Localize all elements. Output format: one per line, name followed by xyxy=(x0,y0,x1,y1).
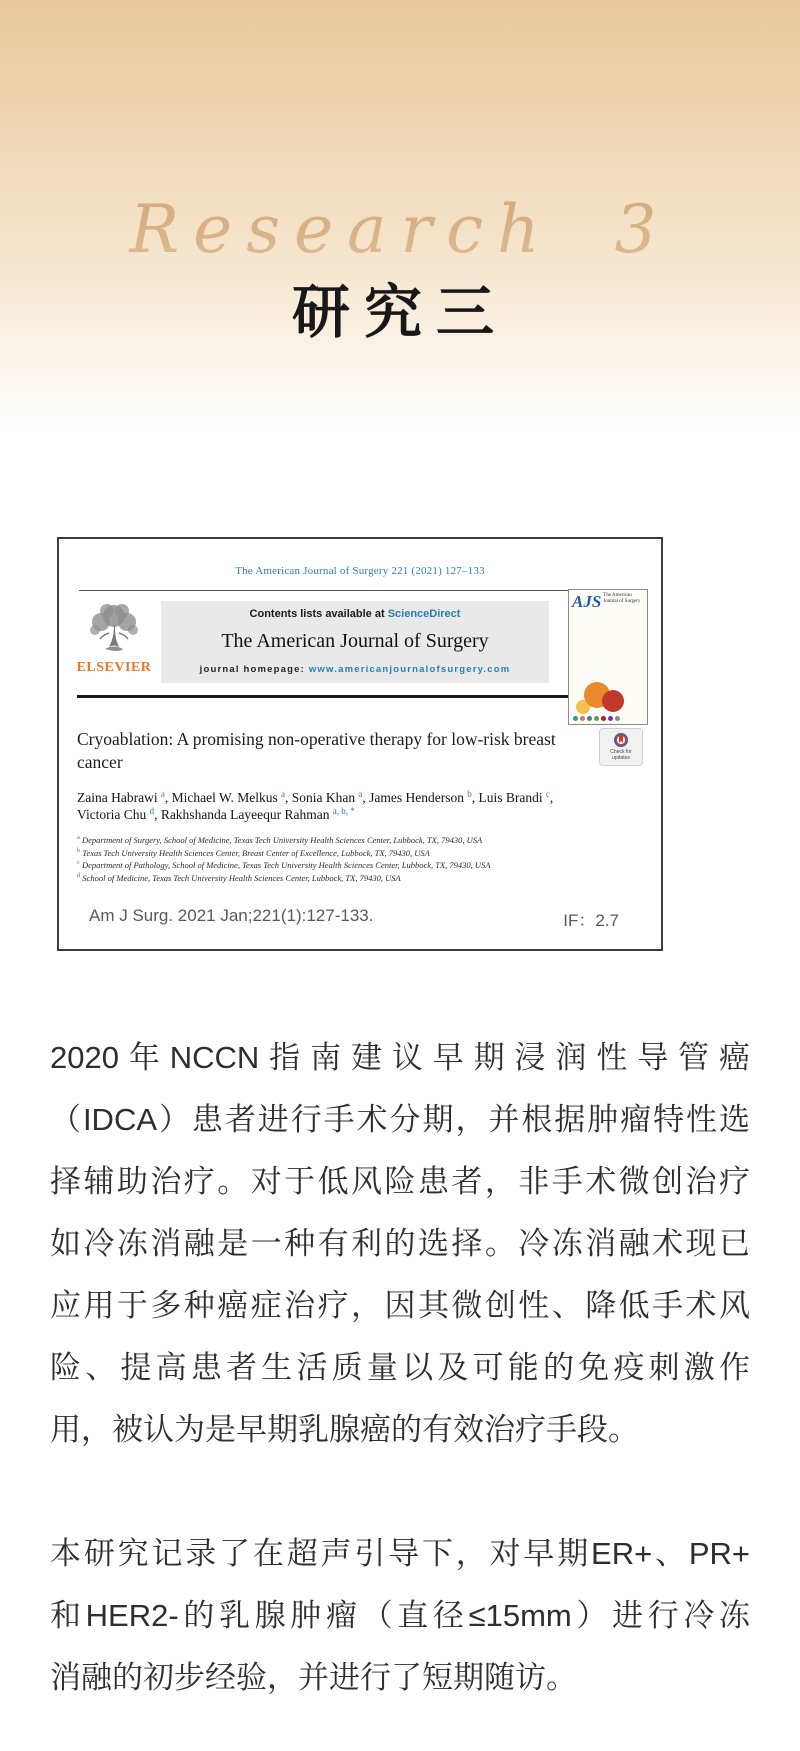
text-line: 如冷冻消融是一种有利的选择。冷冻消融术现已 xyxy=(50,1226,750,1261)
contents-prefix: Contents lists available at xyxy=(249,608,388,620)
cover-art xyxy=(572,611,644,714)
cover-dots xyxy=(572,714,644,721)
homepage-line xyxy=(167,664,543,675)
journal-banner xyxy=(161,601,549,683)
author-affiliation-superscript: a xyxy=(278,788,285,799)
check-for-updates-badge[interactable] xyxy=(599,728,643,766)
paragraph-2 xyxy=(50,1523,750,1709)
text-line: 择辅助治疗。对于低风险患者，非手术微创治疗 xyxy=(50,1164,750,1199)
journal-name: The American Journal of Surgery xyxy=(221,630,489,652)
affiliation: $^b$ Texas Tech University Health Sciences Center, Breast Center of Excellence, Lubbock, TX, 79430, USA xyxy=(77,846,430,858)
authors-line-1: Zaina Habrawi $^a$, Michael W. Melkus $^a$, Sonia Khan $^a$, James Henderson $^b$, Luis Brandi $^c$, xyxy=(77,788,554,805)
elsevier-tree-icon xyxy=(85,603,143,659)
affiliations xyxy=(75,834,645,884)
homepage-prefix: journal homepage: xyxy=(199,664,309,675)
text-line: 消融的初步经验，并进行了短期随访。 xyxy=(50,1660,577,1695)
text-line: 2020年NCCN指南建议早期浸润性导管癌 xyxy=(50,1040,750,1075)
author-affiliation-superscript: d xyxy=(147,805,155,816)
article-title-row xyxy=(75,728,645,774)
elsevier-wordmark: ELSEVIER xyxy=(76,660,152,675)
text-line: （IDCA）患者进行手术分期，并根据肿瘤特性选 xyxy=(50,1102,750,1137)
text-line: 用，被认为是早期乳腺癌的有效治疗手段。 xyxy=(50,1412,639,1447)
affiliation: $^d$ School of Medicine, Texas Tech University Health Sciences Center, Lubbock, TX, 79430, USA xyxy=(77,871,401,883)
affiliation: $^c$ Department of Pathology, School of Medicine, Texas Tech University Health Sciences Center, Lubbock, TX, 79430, USA xyxy=(77,859,491,870)
author-affiliation-superscript: a xyxy=(158,788,165,799)
authors-line-2: Victoria Chu $^d$, Rakhshanda Layeequr Rahman $^{a, b, *}$ xyxy=(77,805,355,822)
contents-line xyxy=(167,608,543,620)
journal-masthead xyxy=(75,601,645,683)
divider-thin xyxy=(79,590,641,591)
text-line: 险、提高患者生活质量以及可能的免疫刺激作 xyxy=(50,1350,750,1385)
journal-citation-header: The American Journal of Surgery 221 (2021) 127–133 xyxy=(235,565,485,577)
journal-homepage-link[interactable]: www.americanjournalofsurgery.com xyxy=(308,664,511,675)
author-list xyxy=(75,789,645,823)
hero-banner xyxy=(0,0,800,470)
elsevier-logo xyxy=(75,601,153,676)
hero-title-chinese: 研究三 xyxy=(291,278,508,346)
cover-header xyxy=(572,593,644,611)
ajs-logo: AJS xyxy=(572,592,602,611)
journal-cover-thumbnail xyxy=(568,589,648,725)
author-affiliation-superscript: a xyxy=(356,788,363,799)
check-updates-label: Check for updates xyxy=(610,749,632,761)
cover-title: The American Journal of Surgery xyxy=(603,593,641,604)
text-line: 和HER2-的乳腺肿瘤（直径≤15mm）进行冷冻 xyxy=(50,1598,750,1633)
check-updates-icon xyxy=(614,733,628,747)
article-title: Cryoablation: A promising non-operative therapy for low-risk breast cancer xyxy=(77,729,556,772)
text-line: 本研究记录了在超声引导下，对早期ER+、PR+ xyxy=(50,1536,750,1571)
journal-article-card xyxy=(57,537,663,951)
author-affiliation-superscript: a, b, * xyxy=(330,805,355,816)
summary-text xyxy=(50,1027,750,1751)
sciencedirect-link[interactable]: ScienceDirect xyxy=(387,608,461,620)
author-affiliation-superscript: c xyxy=(543,788,550,799)
pubmed-citation: Am J Surg. 2021 Jan;221(1):127-133. xyxy=(89,906,374,925)
affiliation: $^a$ Department of Surgery, School of Medicine, Texas Tech University Health Sciences Center, Lubbock, TX, 79430, USA xyxy=(77,834,483,845)
hero-title-english: Research 3 xyxy=(0,0,800,275)
text-line: 应用于多种癌症治疗，因其微创性、降低手术风 xyxy=(50,1288,750,1323)
impact-factor: IF：2.7 xyxy=(563,911,619,930)
citation-row xyxy=(75,906,645,935)
paragraph-1 xyxy=(50,1027,750,1461)
divider-thick xyxy=(77,695,643,698)
author-affiliation-superscript: b xyxy=(464,788,472,799)
